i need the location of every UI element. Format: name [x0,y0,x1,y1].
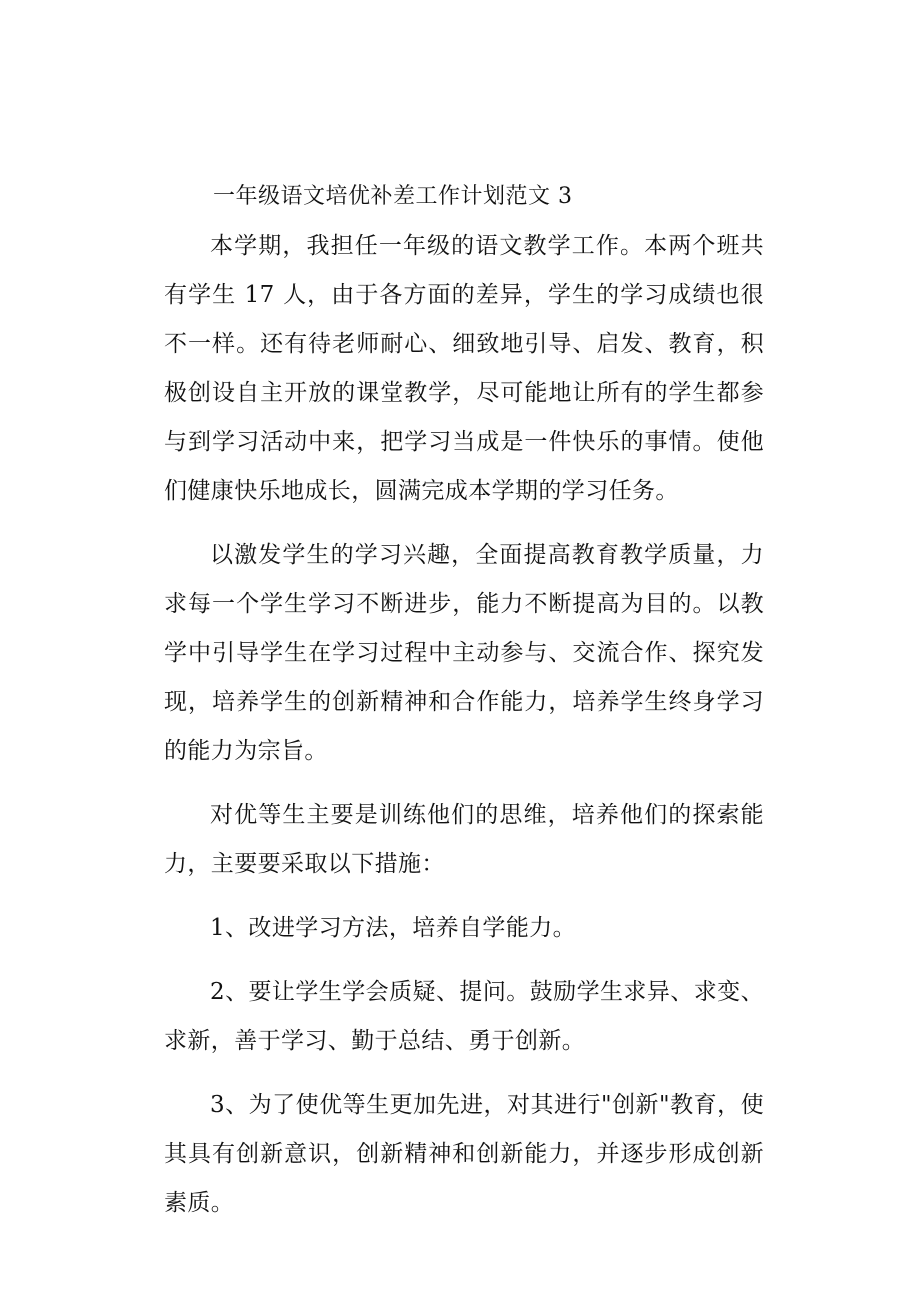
paragraph-intro: 本学期，我担任一年级的语文教学工作。本两个班共有学生 17 人，由于各方面的差异，学生的学习成绩也很不一样。还有待老师耐心、细致地引导、启发、教育，积极创设自主开放的课堂教学，尽可能地让所有的学生都参与到学习活动中来，把学习当成是一件快乐的事情。使他们健康快乐地成长，圆满完成本学期的学习任务。 [164,233,764,504]
document-title: 一年级语文培优补差工作计划范文 3 [213,184,573,209]
paragraph-measure-2: 2、要让学生学会质疑、提问。鼓励学生求异、求变、求新，善于学习、勤于总结、勇于创新。 [164,979,764,1054]
paragraph-measure-1: 1、改进学习方法，培养自学能力。 [210,915,577,941]
document-body [164,222,764,1243]
paragraph-measure-3: 3、为了使优等生更加先进，对其进行"创新"教育，使其具有创新意识，创新精神和创新能力，并逐步形成创新素质。 [164,1092,764,1216]
paragraph-goals: 以激发学生的学习兴趣，全面提高教育教学质量，力求每一个学生学习不断进步，能力不断提高为目的。以教学中引导学生在学习过程中主动参与、交流合作、探究发现，培养学生的创新精神和合作能力，培养学生终身学习的能力为宗旨。 [164,542,764,764]
paragraph-measures-intro: 对优等生主要是训练他们的思维，培养他们的探索能力，主要要采取以下措施： [164,802,764,877]
